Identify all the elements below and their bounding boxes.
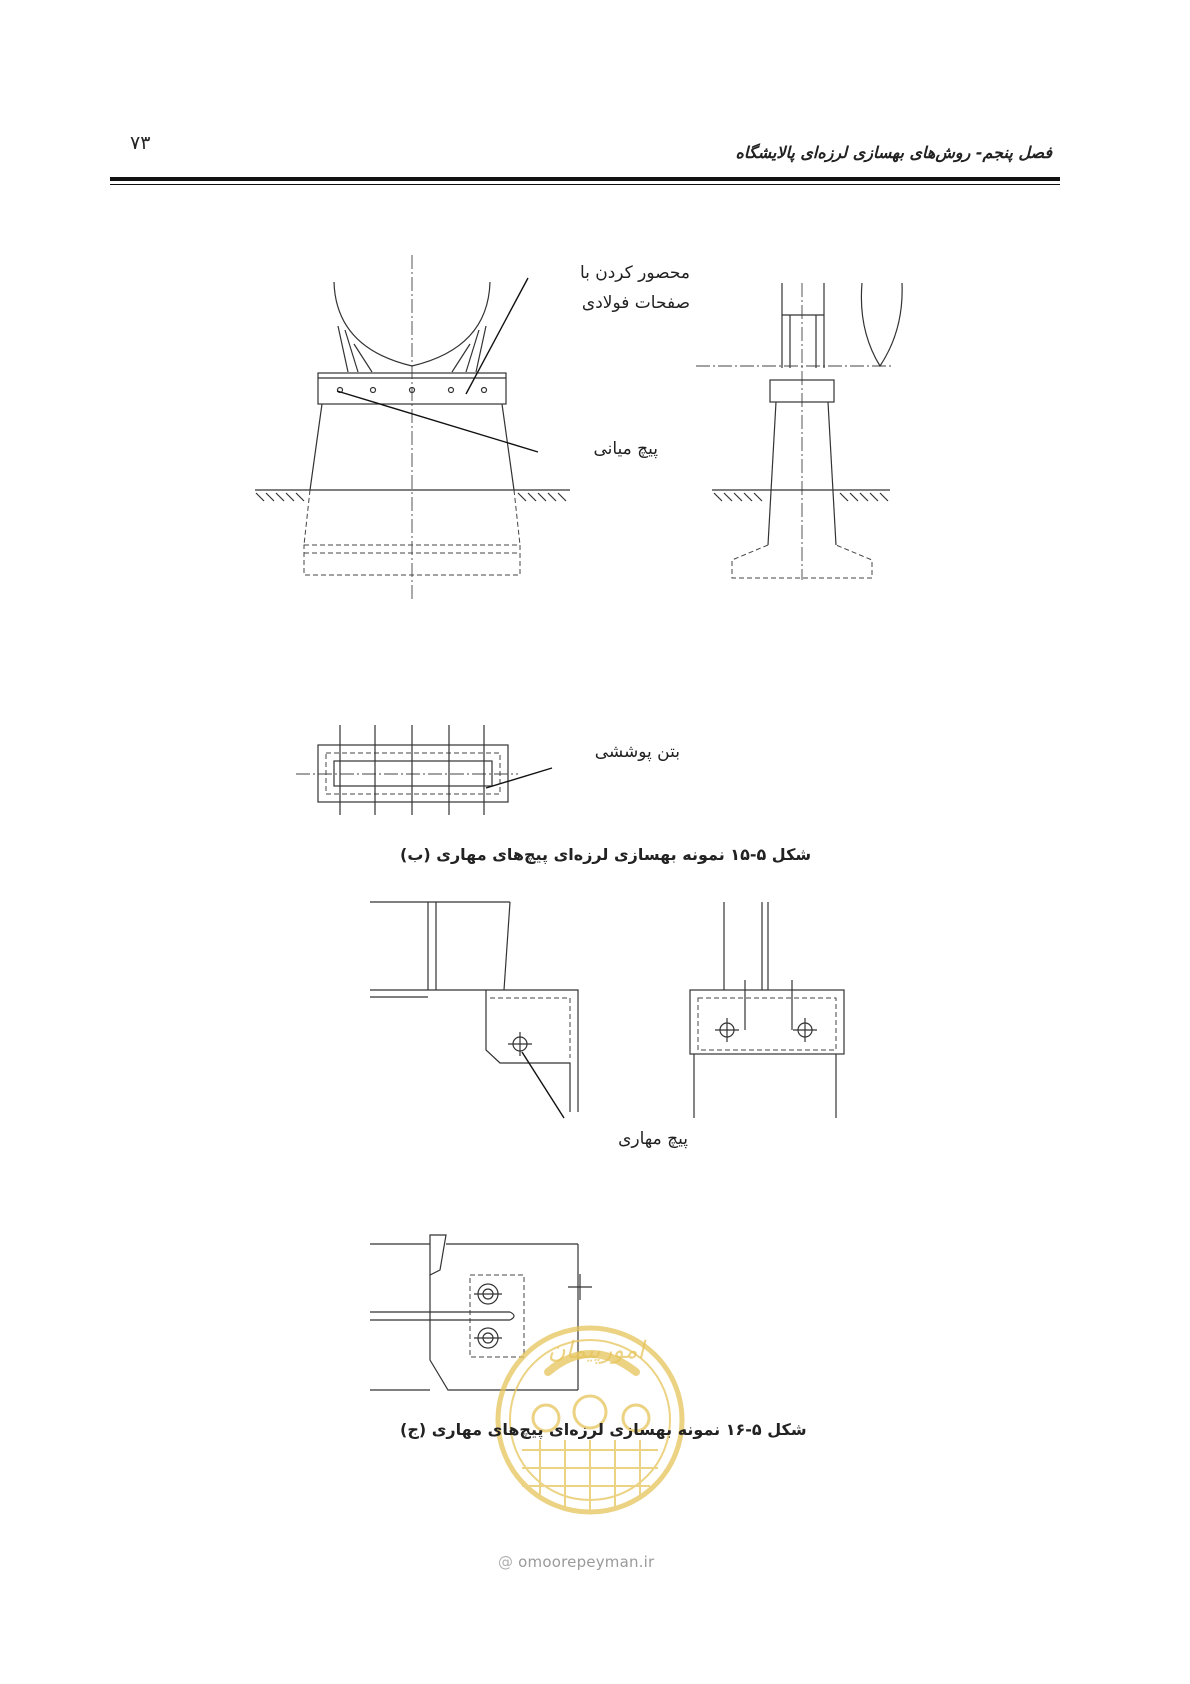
at-icon: @ [498,1553,514,1571]
figure-c-caption: شکل ۵-۱۶ نمونه بهسازی لرزه‌ای پیچ‌های مهاری (ج) [400,1420,807,1439]
label-confine-steel-plates [580,258,690,318]
label-confine-line2: صفحات فولادی [581,293,690,313]
label-anchor-bolt: پیچ مهاری [618,1129,688,1149]
figure-b-front-elevation [255,255,570,600]
figure-b-caption: شکل ۵-۱۵ نمونه بهسازی لرزه‌ای پیچ‌های مهاری (ب) [400,845,812,864]
figure-c-side-view [370,902,578,1118]
watermark-emblem-text: امورپیمان [548,1336,645,1364]
figure-b-side-elevation [696,283,902,580]
watermark-url-text: omoorepeyman.ir [518,1553,655,1571]
figure-c-front-view [690,902,844,1118]
label-middle-bolt: پیچ میانی [593,439,658,459]
watermark-url [498,1553,654,1571]
label-confine-line1: محصور کردن با [579,263,690,283]
label-cover-concrete: بتن پوششی [594,742,680,762]
page-number: ۷۳ [130,132,151,154]
running-title: فصل پنجم- روش‌های بهسازی لرزه‌ای پالایشگاه [735,143,1052,162]
figure-b-plan [296,725,552,815]
